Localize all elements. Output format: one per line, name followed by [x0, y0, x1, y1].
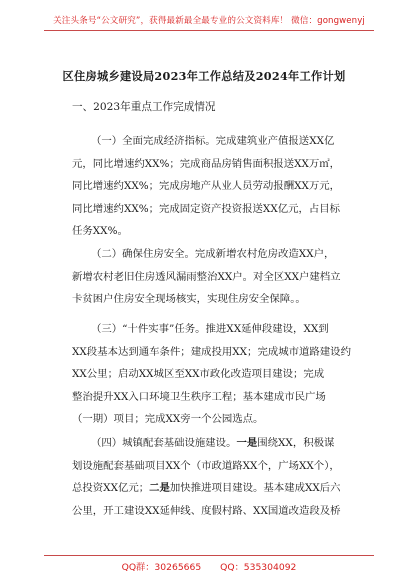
- footer-divider: [44, 555, 374, 556]
- emphasis-text: 二是: [149, 482, 170, 494]
- paragraph-line: 元，同比增速约XX%；完成商品房销售面积报送XX万㎡，: [72, 157, 341, 170]
- paragraph-line: [72, 432, 372, 455]
- paragraph-line: （一期）项目；完成XX旁一个公园选点。: [72, 413, 264, 425]
- text-run: 总投资XX亿元；: [72, 482, 150, 494]
- header-divider: [44, 30, 374, 31]
- text-run: （四）城镇配套基础设施建设。: [91, 437, 237, 449]
- header-banner: 关注头条号“公文研究”，获得最新最全最专业的公文资料库！ 微信：gongwenyj: [53, 16, 365, 26]
- paragraph-line: 划设施配套基础项目XX个（市政道路XX个，广场XX个），: [72, 459, 340, 472]
- text-run: 加快推进项目建设。基本建成XX后六: [169, 482, 341, 494]
- paragraph-line: 同比增速约XX%；完成固定资产投资报送XX亿元，占目标: [72, 202, 341, 215]
- paragraph-infrastructure: [72, 432, 372, 522]
- paragraph-line: [72, 477, 372, 500]
- text-run: 围绕XX，积极谋: [257, 437, 335, 449]
- qq-group-text: QQ群：30265665: [121, 562, 202, 573]
- paragraph-line: 新增农村老旧住房透风漏雨整治XX户。对全区XX户建档立: [72, 270, 341, 283]
- paragraph-line: XX公里；启动XX城区至XX市政化改造项目建设；完成: [72, 368, 325, 380]
- paragraph-line: 整治提升XX入口环境卫生秩序工程；基本建成市民广场: [72, 390, 326, 403]
- paragraph-line: 公里，开工建设XX延伸线、度假村路、XX国道改造段及桥: [72, 504, 341, 517]
- paragraph-economic-targets: [72, 130, 372, 243]
- paragraph-ten-tasks: [72, 318, 372, 431]
- qq-contact-text: QQ：535304092: [220, 562, 297, 573]
- paragraph-line: XX段基本达到通车条件；建成投用XX；完成城市道路建设约: [72, 345, 351, 358]
- paragraph-line: 卡贫困户住房安全现场核实，实现住房安全保障。。: [72, 293, 306, 305]
- paragraph-line: 同比增速约XX%；完成房地产从业人员劳动报酬XX万元，: [72, 180, 341, 192]
- paragraph-line: （三）“十件实事”任务。推进XX延伸段建设，XX到: [91, 323, 329, 335]
- emphasis-text: 一是: [236, 437, 258, 449]
- document-title: 区住房城乡建设局2023年工作总结及2024年工作计划: [62, 69, 346, 83]
- paragraph-housing-safety: [72, 243, 372, 311]
- paragraph-line: （二）确保住房安全。完成新增农村危房改造XX户，: [91, 248, 335, 260]
- paragraph-line: （一）全面完成经济指标。完成建筑业产值报送XX亿: [91, 135, 335, 147]
- footer-contact: [44, 559, 374, 573]
- section-heading: 一、2023年重点工作完成情况: [72, 101, 216, 113]
- paragraph-line: 任务XX%。: [72, 225, 128, 237]
